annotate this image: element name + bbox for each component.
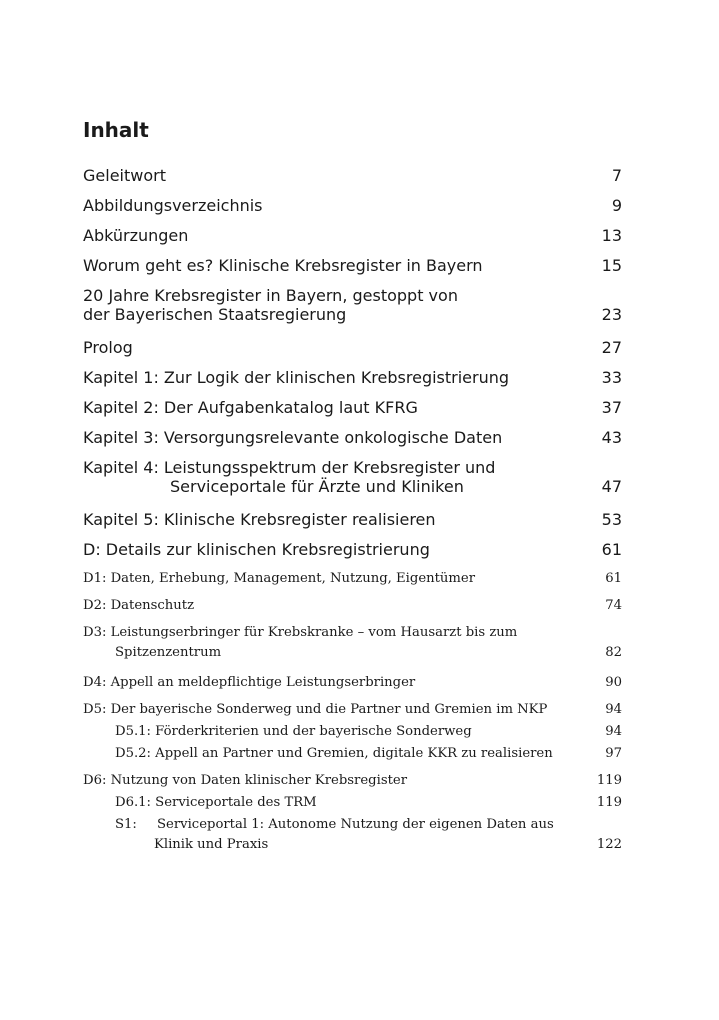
toc-entry-title-line1: Serviceportal 1: Autonome Nutzung der eigenen Daten aus [157,817,554,832]
toc-entry-title-line1: Kapitel 4: Leistungsspektrum der Krebsregister und [83,458,496,477]
toc-entry-d3[interactable] [83,625,622,660]
toc-entry-kapitel-2[interactable] [83,398,622,417]
toc-entry-title: D6: Nutzung von Daten klinischer Krebsregister [83,773,407,788]
toc-entry-title-line2: Klinik und Praxis [154,837,269,852]
toc-entry-page: 27 [601,338,622,357]
toc-entry-title: Kapitel 2: Der Aufgabenkatalog laut KFRG [83,398,418,417]
toc-entry-title: D2: Datenschutz [83,598,195,613]
toc-entry-d4[interactable] [83,675,622,690]
toc-entry-kapitel-5[interactable] [83,510,622,529]
toc-entry-d-details[interactable] [83,540,622,559]
toc-entry-page: 122 [596,837,622,852]
toc-entry-kapitel-1[interactable] [83,368,622,387]
toc-entry-d6[interactable] [83,773,622,788]
toc-entry-page: 43 [601,428,622,447]
toc-entry-page: 23 [601,305,622,324]
toc-entry-title: D6.1: Serviceportale des TRM [115,795,317,810]
toc-entry-page: 37 [601,398,622,417]
toc-entry-page: 7 [611,166,622,185]
toc-entry-page: 74 [605,598,622,613]
toc-entry-abbildungsverzeichnis[interactable] [83,196,622,215]
toc-entry-page: 13 [601,226,622,245]
toc-entry-d6-1[interactable] [83,795,622,810]
toc-entry-title: D5: Der bayerische Sonderweg und die Partner und Gremien im NKP [83,702,548,717]
toc-entry-page: 33 [601,368,622,387]
toc-entry-abkuerzungen[interactable] [83,226,622,245]
toc-entry-page: 53 [601,510,622,529]
toc-entry-kapitel-3[interactable] [83,428,622,447]
toc-entry-title: D5.1: Förderkriterien und der bayerische Sonderweg [115,724,472,739]
toc-entry-title: Abkürzungen [83,226,189,245]
toc-entry-title-line2: Serviceportale für Ärzte und Kliniken [170,477,464,496]
toc-entry-page: 47 [601,477,622,496]
toc-entry-title-line2: der Bayerischen Staatsregierung [83,305,347,324]
toc-entry-page: 97 [605,746,622,761]
toc-entry-d2[interactable] [83,598,622,613]
toc-entry-page: 61 [605,571,622,586]
toc-entry-worum-geht-es[interactable] [83,256,622,275]
toc-entry-page: 94 [605,724,622,739]
toc-entry-title: Worum geht es? Klinische Krebsregister in Bayern [83,256,483,275]
toc-entry-title: D4: Appell an meldepflichtige Leistungserbringer [83,675,416,690]
toc-entry-geleitwort[interactable] [83,166,622,185]
toc-entry-page: 119 [596,795,622,810]
toc-entry-title: Kapitel 3: Versorgungsrelevante onkologische Daten [83,428,503,447]
page-title: Inhalt [83,118,149,142]
toc-entry-title: Prolog [83,338,133,357]
toc-entry-title-line1: D3: Leistungserbringer für Krebskranke – vom Hausarzt bis zum [83,625,518,640]
toc-entry-title: Geleitwort [83,166,166,185]
toc-entry-title: Kapitel 5: Klinische Krebsregister realisieren [83,510,436,529]
toc-entry-prolog[interactable] [83,338,622,357]
toc-entry-kapitel-4[interactable] [83,458,622,496]
toc-entry-page: 119 [596,773,622,788]
toc-entry-page: 94 [605,702,622,717]
toc-entry-s1[interactable] [83,817,622,852]
toc-entry-page: 90 [605,675,622,690]
toc-entry-d5[interactable] [83,702,622,717]
toc-entry-title: D1: Daten, Erhebung, Management, Nutzung, Eigentümer [83,571,476,586]
toc-entry-title: Kapitel 1: Zur Logik der klinischen Krebsregistrierung [83,368,510,387]
toc-entry-title-line1: 20 Jahre Krebsregister in Bayern, gestoppt von [83,286,458,305]
toc-entry-d5-1[interactable] [83,724,622,739]
toc-entry-d1[interactable] [83,571,622,586]
toc-entry-20-jahre[interactable] [83,286,622,324]
toc-entry-title-line2: Spitzenzentrum [115,645,222,660]
toc-entry-d5-2[interactable] [83,746,622,761]
toc-entry-page: 9 [611,196,622,215]
toc-entry-title: D: Details zur klinischen Krebsregistrierung [83,540,430,559]
toc-entry-title: D5.2: Appell an Partner und Gremien, digitale KKR zu realisieren [115,746,553,761]
toc-entry-title: Abbildungsverzeichnis [83,196,263,215]
toc-entry-page: 82 [605,645,622,660]
toc-entry-page: 61 [601,540,622,559]
toc-entry-label: S1: [115,817,137,832]
toc-entry-page: 15 [601,256,622,275]
